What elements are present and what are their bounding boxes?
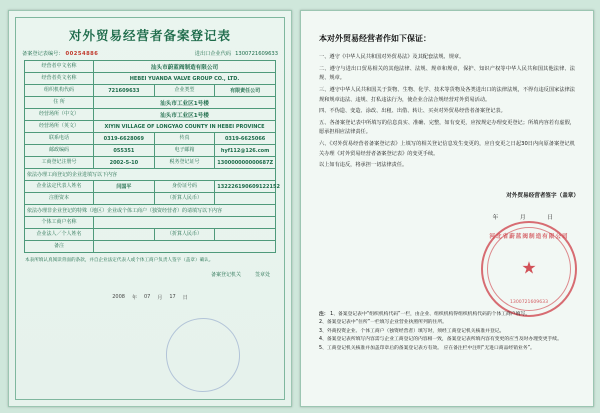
- operator-signature-label: 对外贸易经营者签字（盖章）: [506, 192, 579, 199]
- table-row: [25, 217, 276, 229]
- row-value: HEBEI YUANDA VALVE GROUP CO., LTD.: [94, 73, 276, 85]
- date-day-unit: 日: [182, 294, 188, 301]
- reg-no-value: 00254886: [65, 50, 99, 57]
- section-header-row: [25, 169, 276, 181]
- row-value-2: 132226190609122152: [215, 181, 276, 193]
- form-page-left: [8, 10, 292, 407]
- signature-date-label: 年 月 日: [492, 214, 563, 221]
- guarantee-item: 五、各备案登记表中所填写的信息真实、准确、完整，如有变更，应按规定办理变更登记；所填内容若有虚假，愿承担相应法律责任。: [319, 119, 575, 136]
- note-item: 4、备案登记表所填写内容需与企业工商登记的内容相一致，备案登记表所填内容有变更的应当及时办理变更手续。: [319, 337, 562, 343]
- form-date: [16, 294, 284, 301]
- row-value: 055351: [94, 145, 155, 157]
- row-label: 经营场所（英文）: [25, 121, 94, 133]
- official-seal-left: [161, 313, 245, 397]
- registration-header: [22, 50, 278, 57]
- notes-title: 注：: [319, 312, 329, 317]
- row-label-2: （折算人民币）: [154, 193, 215, 205]
- row-value-2: hyf112@126.com: [215, 145, 276, 157]
- row-label: 经营者英文名称: [25, 73, 94, 85]
- table-row: [25, 85, 276, 97]
- row-label: 联系电话: [25, 133, 94, 145]
- table-row: [25, 181, 276, 193]
- row-label: 组织机构代码: [25, 85, 94, 97]
- table-row: [25, 145, 276, 157]
- row-value: [94, 193, 155, 205]
- row-label: 工商登记注册号: [25, 157, 94, 169]
- row-label: 企业法人／个人姓名: [25, 229, 94, 241]
- row-label: 经营者中文名称: [25, 61, 94, 73]
- note-item: 1、备案登记表中“组织机构代码”一栏，由企业、组织机构得组织机构代码的个体工商户填写。: [330, 312, 531, 317]
- form-border: [15, 17, 285, 400]
- guarantee-item: 一、遵守《中华人民共和国对外贸易法》及其配套法规、规章。: [319, 54, 465, 60]
- note-item: 2、备案登记表中“住所”一栏填写企业营业执照所列的住所。: [319, 320, 447, 326]
- row-value: 汕头市工业区1号楼: [94, 97, 276, 109]
- row-value: 2002-5-10: [94, 157, 155, 169]
- date-year: 2008: [112, 293, 125, 300]
- table-row: [25, 121, 276, 133]
- remark-value: [94, 241, 276, 253]
- row-label: 注册资本: [25, 193, 94, 205]
- row-value-2: [215, 193, 276, 205]
- seal-label: 签章处: [254, 271, 270, 278]
- registration-table: [24, 60, 280, 253]
- row-value-2: [215, 229, 276, 241]
- row-label-2: （折算人民币）: [154, 229, 215, 241]
- row-label-2: 传真: [154, 133, 215, 145]
- guarantee-body: [319, 53, 575, 171]
- guarantee-item: 六、《对外贸易经营者备案登记表》上填写的相关登记信息发生变更的，应自变更之日起30日内向原备案登记机关办理《对外贸易经营者备案登记表》的变更手续。: [319, 141, 575, 157]
- row-label-2: 电子邮箱: [154, 145, 215, 157]
- declaration-text: 本表所填认真阅读背面的条款，并自企业法定代表人或个体工商户负责人签字（盖章）确认。: [25, 258, 214, 263]
- guarantee-item: 二、遵守与进出口贸易相关的其他法律、法规、规章和规章，保护、知识产权等中华人民共和国其他法律、法规、规章。: [319, 65, 575, 82]
- page-title: 对外贸易经营者备案登记表: [68, 28, 231, 43]
- guarantee-item: 三、遵守中华人民共和国关于货物、生物、化学、技术等货物及各类进出口的法律法规，不得有违反国家法律法规和规章违法、违规、打私违法行为，使企业合法合规经营对外贸易活动。: [319, 86, 575, 103]
- row-label: 邮政编码: [25, 145, 94, 157]
- table-row: [25, 193, 276, 205]
- row-label-2: 身份证号码: [154, 181, 215, 193]
- signature-row: [16, 271, 270, 278]
- row-value: 闫国平: [94, 181, 155, 193]
- customs-code-label: 进出口企业代码: [194, 51, 232, 57]
- table-row: [25, 157, 276, 169]
- row-value: 汕头市工业区1号楼: [94, 109, 276, 121]
- registration-authority-label: 备案登记机关: [210, 271, 241, 278]
- row-label: 个体工商户名称: [25, 217, 94, 229]
- row-label: 经营场所（中文）: [25, 109, 94, 121]
- row-label-2: 企业类型: [154, 85, 215, 97]
- seal-bottom-text: 1300721609633: [510, 300, 548, 305]
- note-item: 3、外商投资企业、个体工商户（独资经营者）填写时，须经工商登记机关核准并登记。: [319, 328, 505, 334]
- table-row: [25, 133, 276, 145]
- row-label-2: 税务登记证号: [154, 157, 215, 169]
- seal-top-text: 河北省蔚蓝阀制造有限公司: [489, 234, 569, 240]
- table-row: [25, 61, 276, 73]
- remark-label: 备注: [25, 241, 94, 253]
- guarantee-item: 以上如有违反，将承担一切法律责任。: [319, 162, 408, 169]
- section-header-row: [25, 205, 276, 217]
- table-row: [25, 97, 276, 109]
- reg-no-label: 备案登记表编号：: [22, 51, 64, 57]
- company-seal: [481, 221, 577, 317]
- row-value: 721609633: [94, 85, 155, 97]
- customs-code-value: 1300721609633: [235, 50, 278, 57]
- remark-row: [25, 241, 276, 253]
- table-row: [25, 229, 276, 241]
- row-value: 汕头市蔚蓝阀制造有限公司: [94, 61, 276, 73]
- date-year-unit: 年: [131, 294, 137, 301]
- form-page-right: [300, 10, 594, 407]
- star-icon: ★: [521, 258, 537, 279]
- date-month-unit: 月: [157, 294, 163, 301]
- row-value: [94, 217, 276, 229]
- guarantee-item: 四、不伪造、变造、涂改、出租、出借、转让、买卖对外贸易经营者备案登记表。: [319, 108, 506, 115]
- date-month: 07: [143, 293, 151, 300]
- row-label: 企业法定代表人姓名: [25, 181, 94, 193]
- guarantee-title: 本对外贸易经营者作如下保证：: [319, 34, 431, 43]
- row-value-2: 有限责任公司: [215, 85, 276, 97]
- table-row: [25, 73, 276, 85]
- note-item: 5、工商登记机关核准并加盖印章后的备案登记表方有效。: [319, 345, 442, 351]
- row-value-2: 130000000000687Z: [215, 157, 276, 169]
- row-label: 住 所: [25, 97, 94, 109]
- row-value: XIYIN VILLAGE OF LONGYAO COUNTY IN HEBEI PROVINCE: [94, 121, 276, 133]
- row-value: [94, 229, 155, 241]
- note-tail: 应在备注栏中注明“无进口商品经销业务”。: [443, 345, 535, 351]
- section-1-label: 依法办理工商登记的企业进填写以下内容: [25, 169, 276, 181]
- table-row: [25, 109, 276, 121]
- date-day: 17: [169, 293, 176, 300]
- notes-block: [319, 311, 577, 353]
- row-value-2: 0319-6625066: [215, 133, 276, 145]
- row-value: 0319-6628069: [94, 133, 155, 145]
- section-2-label: 依法办理非企业登记的特殊（地区）企业或个体工商户（独资经营者）的请填写以下内容: [25, 205, 276, 217]
